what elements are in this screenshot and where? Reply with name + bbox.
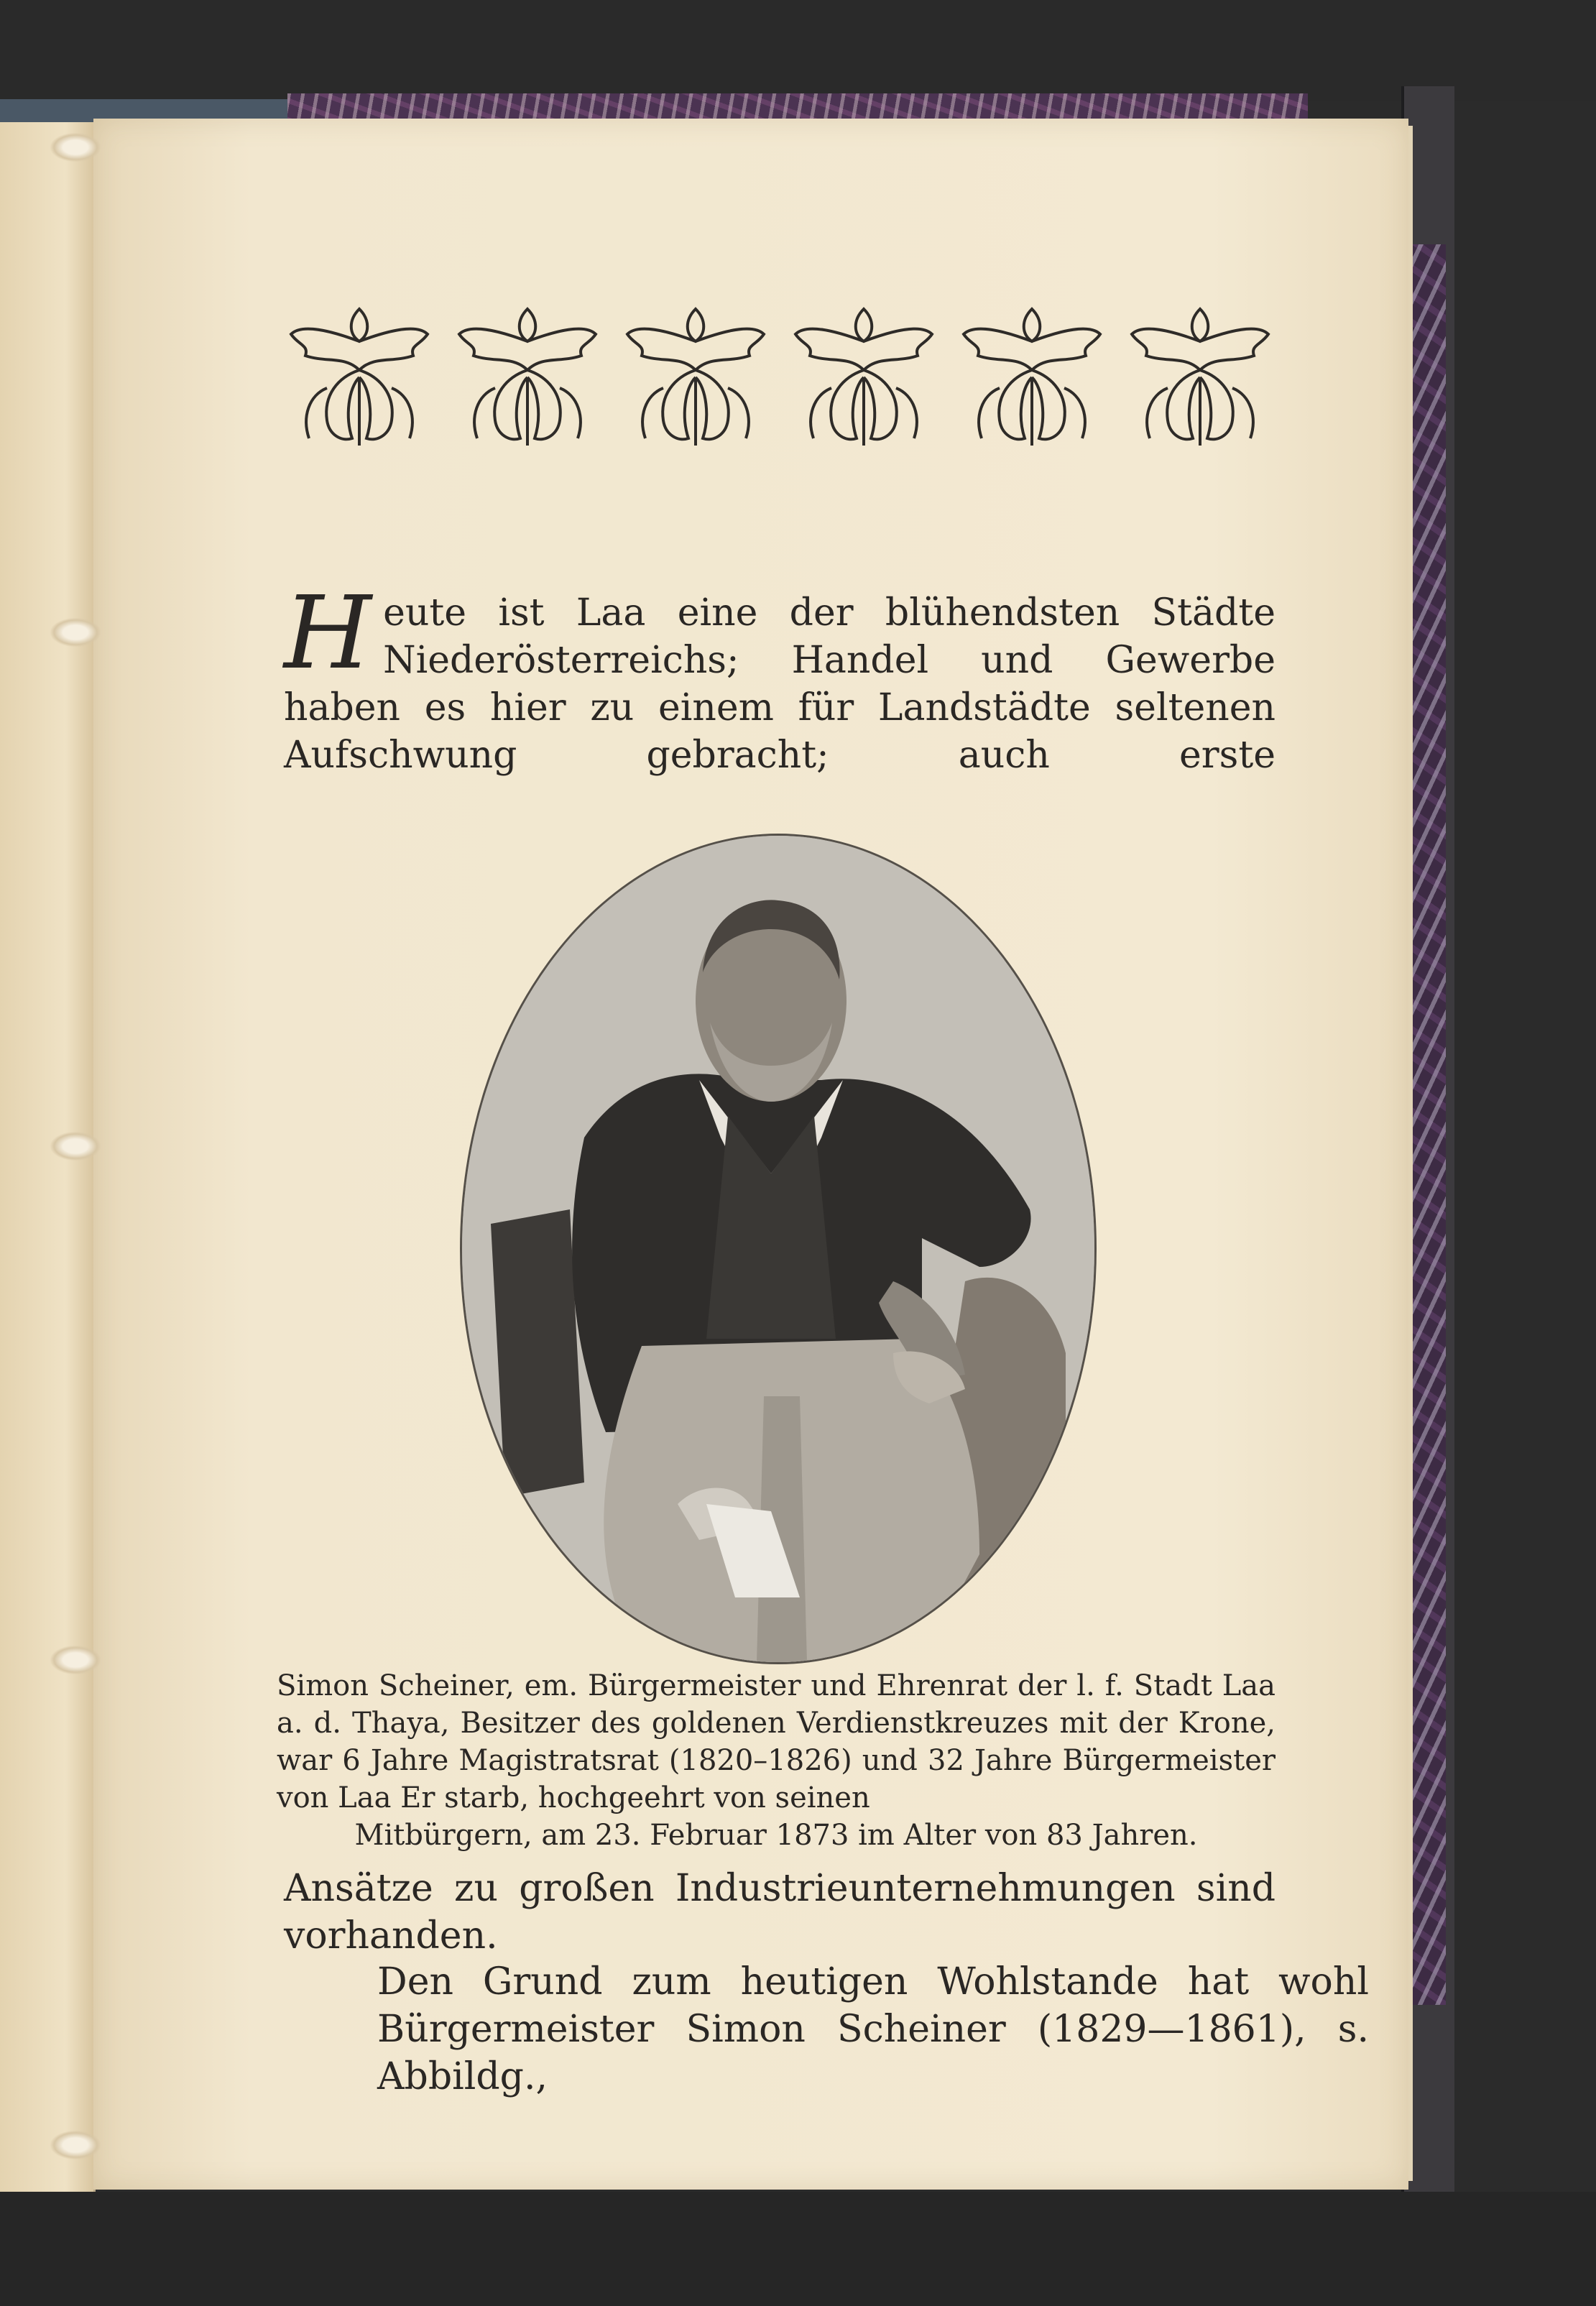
paragraph-text: Den Grund zum heutigen Wohlstande hat wohl Bürgermeister Simon Scheiner (1829—1861), s. Abbildg., — [377, 1960, 1369, 2098]
background-top — [0, 0, 1596, 101]
binding-stitch — [50, 1646, 101, 1674]
decorative-header-ornament — [287, 302, 1272, 453]
second-paragraph — [284, 1865, 1276, 1960]
paragraph-text: eute ist Laa eine der blühendsten Städte Niederösterreichs; Handel und Gewerbe haben es hier zu einem für Landstädte seltenen Aufschwung gebracht; auch erste — [284, 591, 1276, 777]
binding-stitch — [50, 2131, 101, 2159]
binding-stitch — [50, 133, 101, 162]
marbled-cover-top — [287, 93, 1308, 122]
caption-text: Simon Scheiner, em. Bürgermeister und Ehrenrat der l. f. Stadt Laa a. d. Thaya, Besitzer des goldenen Verdienstkreuzes mit der Krone, war 6 Jahre Magistratsrat (1820–1826) und 32 Jahre Bürgermeister von Laa Er starb, hochgeehrt von seinen — [277, 1669, 1276, 1814]
photo-caption — [277, 1667, 1276, 1854]
binding-stitch — [50, 618, 101, 647]
portrait-photo — [460, 834, 1097, 1664]
background-bottom — [0, 2192, 1596, 2306]
drop-cap: H — [284, 575, 372, 692]
caption-last-line: Mitbürgern, am 23. Februar 1873 im Alter von 83 Jahren. — [354, 1819, 1198, 1852]
binding-stitch — [50, 1132, 101, 1161]
opening-paragraph — [284, 575, 1276, 790]
paragraph-text: Ansätze zu großen Industrieunternehmungen sind vorhanden. — [284, 1867, 1276, 1957]
third-paragraph — [284, 1958, 1369, 2100]
